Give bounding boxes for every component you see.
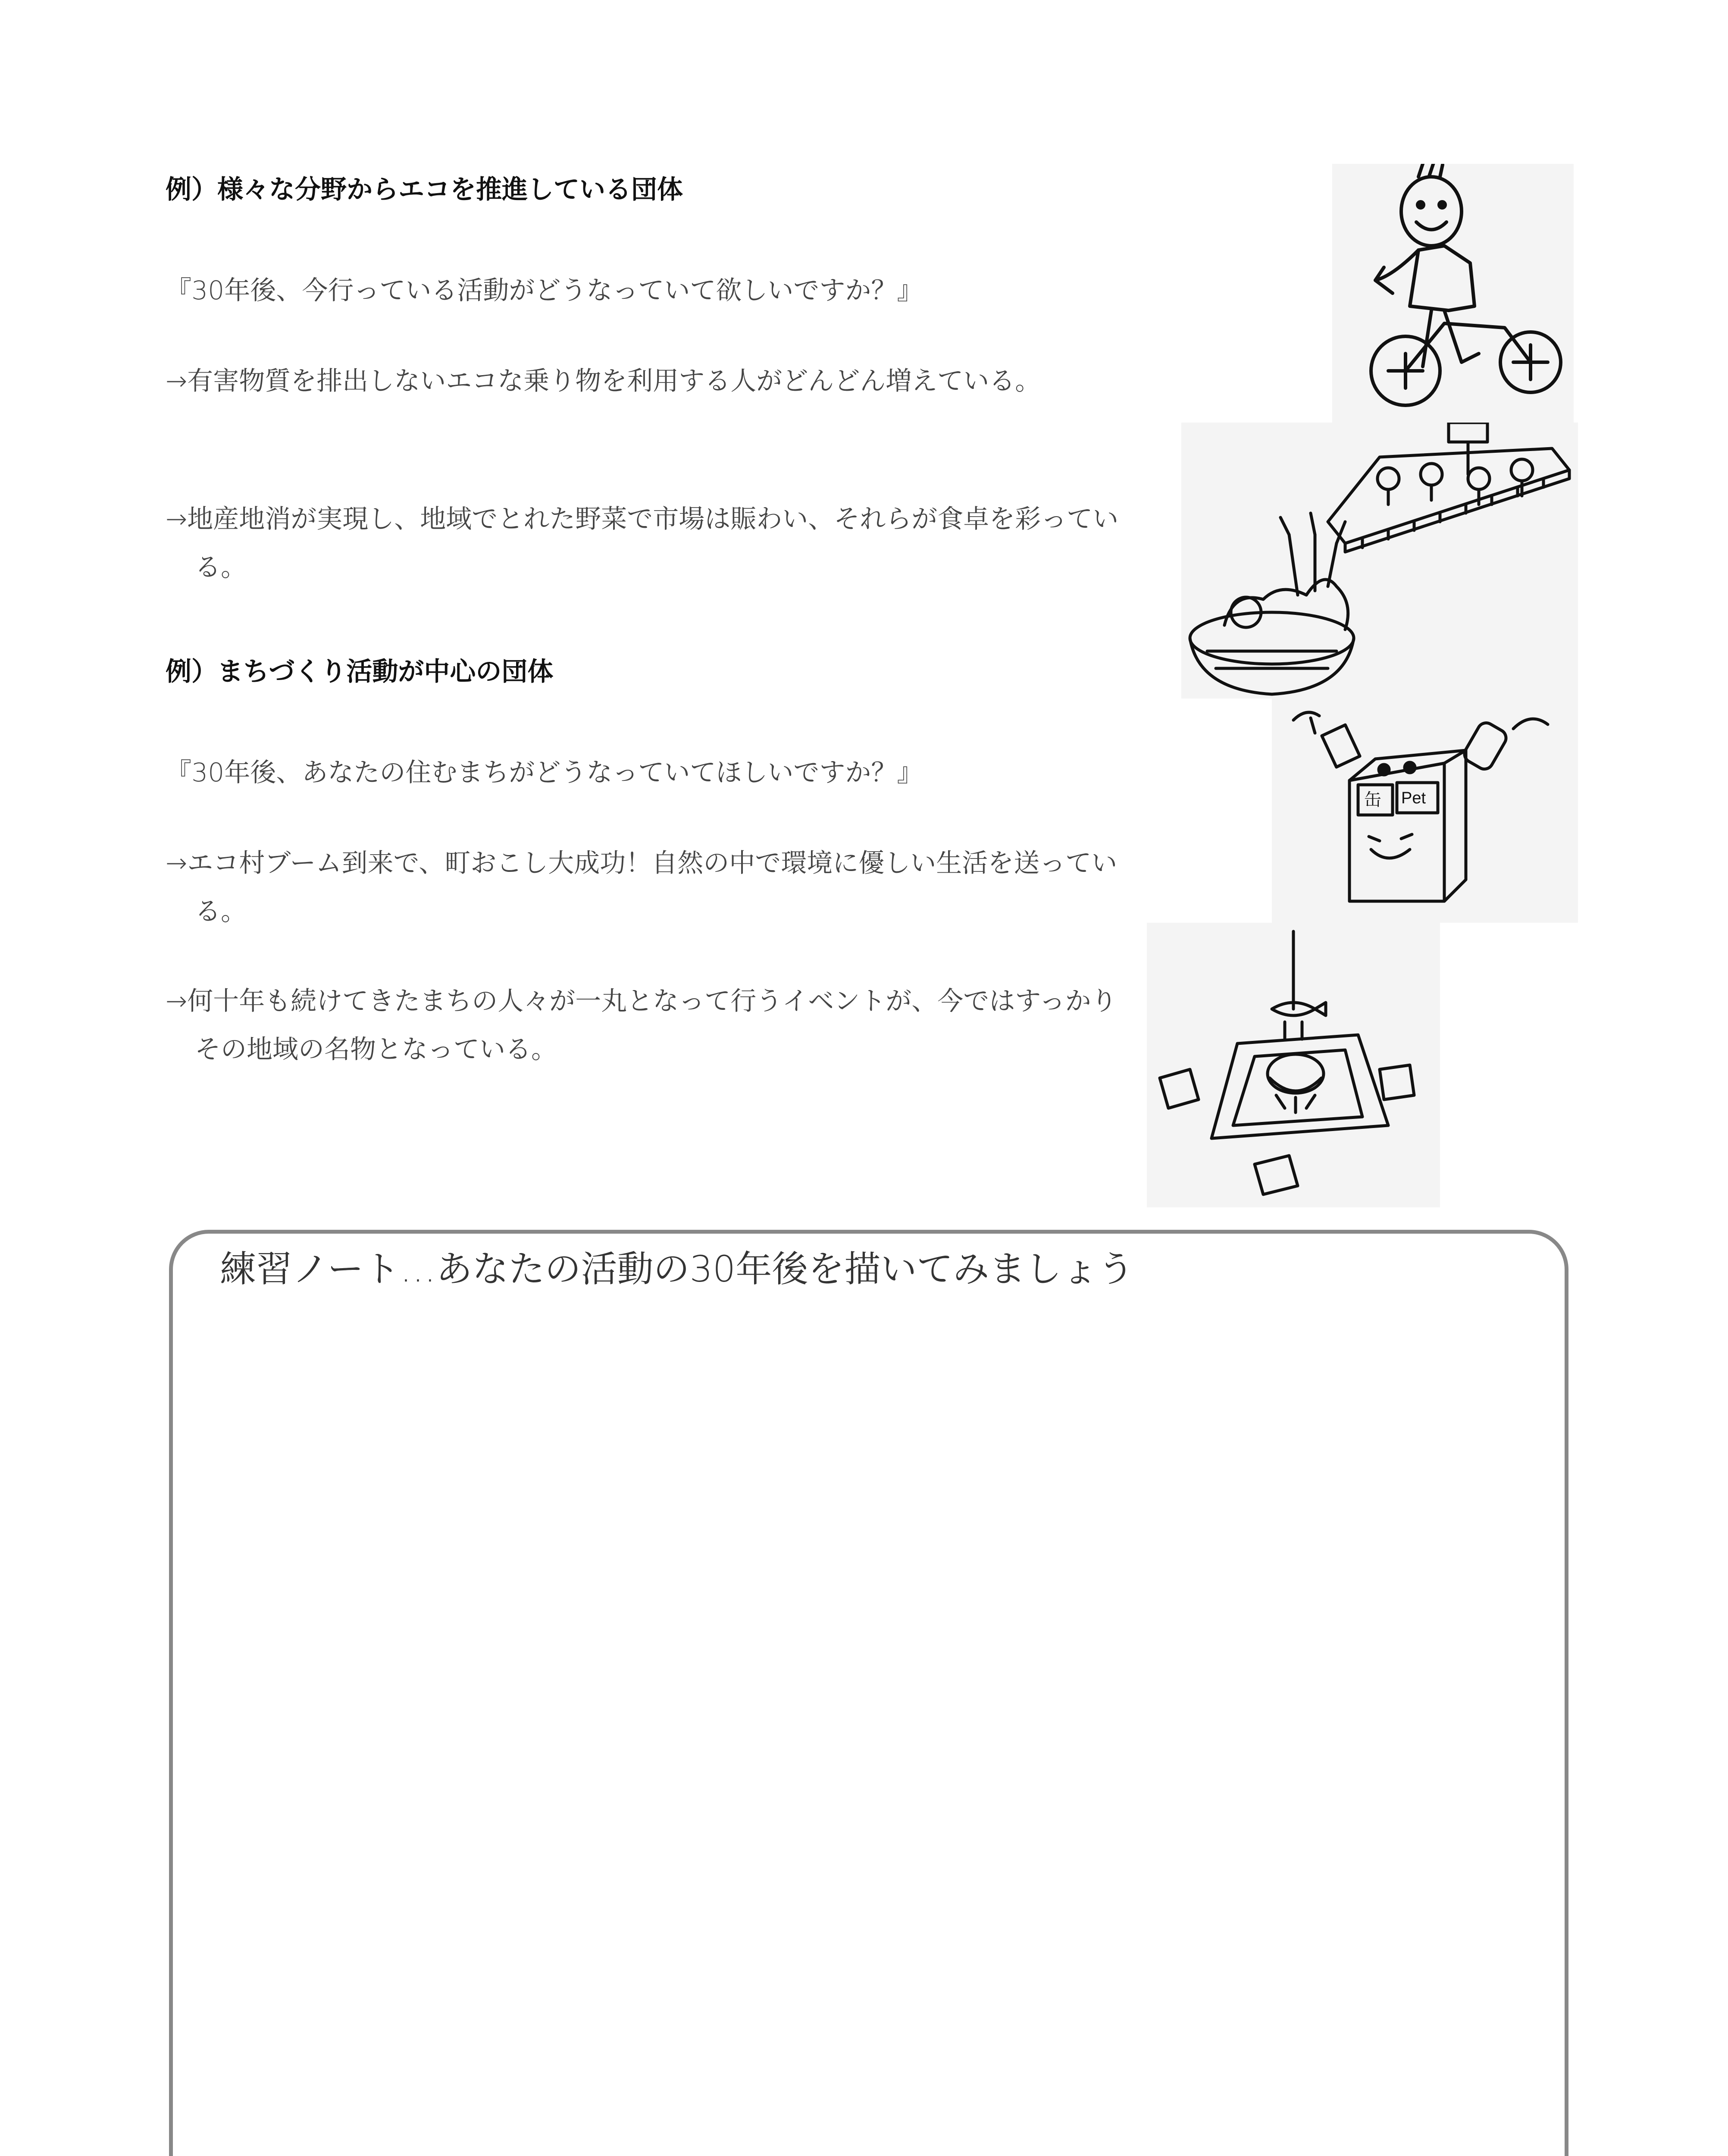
section1-heading: 例）様々な分野からエコを推進している団体 xyxy=(166,175,683,205)
section2-answer-1: →エコ村ブーム到来で、町おこし大成功！自然の中で環境に優しい生活を送っている。 xyxy=(166,848,1118,927)
section1-answer-1: →有害物質を排出しないエコな乗り物を利用する人がどんどん増えている。 xyxy=(166,366,1041,396)
section2-heading: 例）まちづくり活動が中心の団体 xyxy=(166,657,554,687)
practice-note-box[interactable] xyxy=(169,1230,1568,2156)
section1-question: 『30年後、今行っている活動がどうなっていて欲しいですか？』 xyxy=(166,276,923,306)
section2-question: 『30年後、あなたの住むまちがどうなっていてほしいですか？』 xyxy=(166,758,923,788)
recycle-box-illustration xyxy=(1272,699,1578,923)
section1-answer-2: →地産地消が実現し、地域でとれた野菜で市場は賑わい、それらが食卓を彩っている。 xyxy=(166,504,1119,583)
section2-answer-2: →何十年も続けてきたまちの人々が一丸となって行うイベントが、今ではすっかりその地域の名物となっている。 xyxy=(166,986,1117,1065)
recycle-box-label-right: Pet xyxy=(1401,789,1426,807)
practice-note-title: 練習ノート…あなたの活動の30年後を描いてみましょう xyxy=(220,1248,1134,1290)
hearth-illustration xyxy=(1147,923,1440,1207)
vegetables-illustration xyxy=(1181,423,1578,699)
bicycle-illustration xyxy=(1332,164,1574,423)
recycle-box-label-left: 缶 xyxy=(1364,790,1381,809)
